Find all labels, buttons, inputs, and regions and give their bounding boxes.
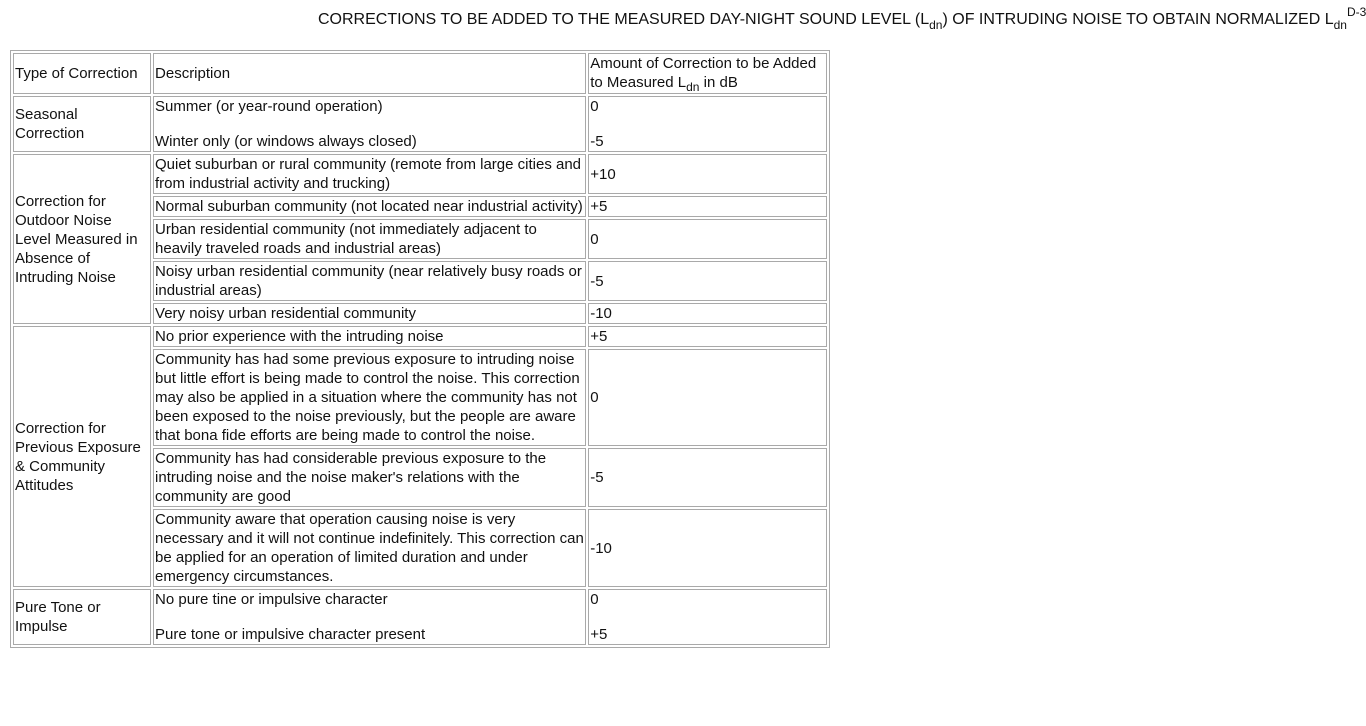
header-description: Description <box>153 53 586 94</box>
table-row <box>13 326 827 347</box>
header-amount <box>588 53 827 94</box>
description-cell: Quiet suburban or rural community (remote from large cities and from industrial activity and trucking) <box>153 154 586 194</box>
type-cell-outdoor-noise: Correction for Outdoor Noise Level Measured in Absence of Intruding Noise <box>13 154 151 324</box>
description-cell: Noisy urban residential community (near relatively busy roads or industrial areas) <box>153 261 586 301</box>
amount-cell: +5 <box>588 326 827 347</box>
header-amount-line1: Amount of Correction to be Added <box>590 55 817 72</box>
page-title <box>318 5 1366 32</box>
amount-cell: -10 <box>588 509 827 587</box>
description-cell: Normal suburban community (not located near industrial activity) <box>153 196 586 217</box>
amount-cell <box>588 589 827 645</box>
description-cell <box>153 589 586 645</box>
table-row <box>13 154 827 194</box>
amount-value: -5 <box>590 133 604 150</box>
description-cell: Very noisy urban residential community <box>153 303 586 324</box>
amount-value: 0 <box>590 98 599 115</box>
description-cell: Community aware that operation causing noise is very necessary and it will not continue indefinitely. This correction can be applied for an operation of limited duration and under emergency circumstances. <box>153 509 586 587</box>
description-text: Winter only (or windows always closed) <box>155 133 417 150</box>
header-type: Type of Correction <box>13 53 151 94</box>
type-cell-pure-tone: Pure Tone or Impulse <box>13 589 151 645</box>
description-cell: Community has had considerable previous exposure to the intruding noise and the noise maker's relations with the community are good <box>153 448 586 507</box>
title-subscript-dn-2: dn <box>1333 18 1347 32</box>
description-cell: Community has had some previous exposure to intruding noise but little effort is being made to control the noise. This correction may also be applied in a situation where the community has not been exposed to the noise previously, but the people are aware that bona fide efforts are being made to control the noise. <box>153 349 586 446</box>
corrections-table <box>10 50 830 648</box>
header-amount-line2-post: in dB <box>699 74 738 91</box>
description-text: No pure tine or impulsive character <box>155 591 388 608</box>
description-cell: No prior experience with the intruding noise <box>153 326 586 347</box>
amount-value: +5 <box>590 626 608 643</box>
table-header-row <box>13 53 827 94</box>
description-cell: Urban residential community (not immediately adjacent to heavily traveled roads and industrial areas) <box>153 219 586 259</box>
title-text-part1: CORRECTIONS TO BE ADDED TO THE MEASURED DAY-NIGHT SOUND LEVEL (L <box>318 11 930 28</box>
description-cell <box>153 96 586 152</box>
amount-cell: +5 <box>588 196 827 217</box>
description-text: Summer (or year-round operation) <box>155 98 383 115</box>
description-text: Pure tone or impulsive character present <box>155 626 426 643</box>
table-row <box>13 589 827 645</box>
table-row <box>13 96 827 152</box>
header-amount-subscript: dn <box>686 80 700 94</box>
amount-cell: -10 <box>588 303 827 324</box>
title-superscript-d3: D-3 <box>1346 5 1366 19</box>
type-cell-previous-exposure: Correction for Previous Exposure & Community Attitudes <box>13 326 151 587</box>
amount-value: 0 <box>590 591 599 608</box>
type-cell-seasonal: Seasonal Correction <box>13 96 151 152</box>
amount-cell: +10 <box>588 154 827 194</box>
amount-cell: 0 <box>588 219 827 259</box>
header-amount-line2-pre: to Measured L <box>590 74 687 91</box>
title-text-part2: ) OF INTRUDING NOISE TO OBTAIN NORMALIZED L <box>942 11 1334 28</box>
amount-cell <box>588 96 827 152</box>
amount-cell: -5 <box>588 448 827 507</box>
amount-cell: -5 <box>588 261 827 301</box>
amount-cell: 0 <box>588 349 827 446</box>
title-subscript-dn: dn <box>929 18 943 32</box>
